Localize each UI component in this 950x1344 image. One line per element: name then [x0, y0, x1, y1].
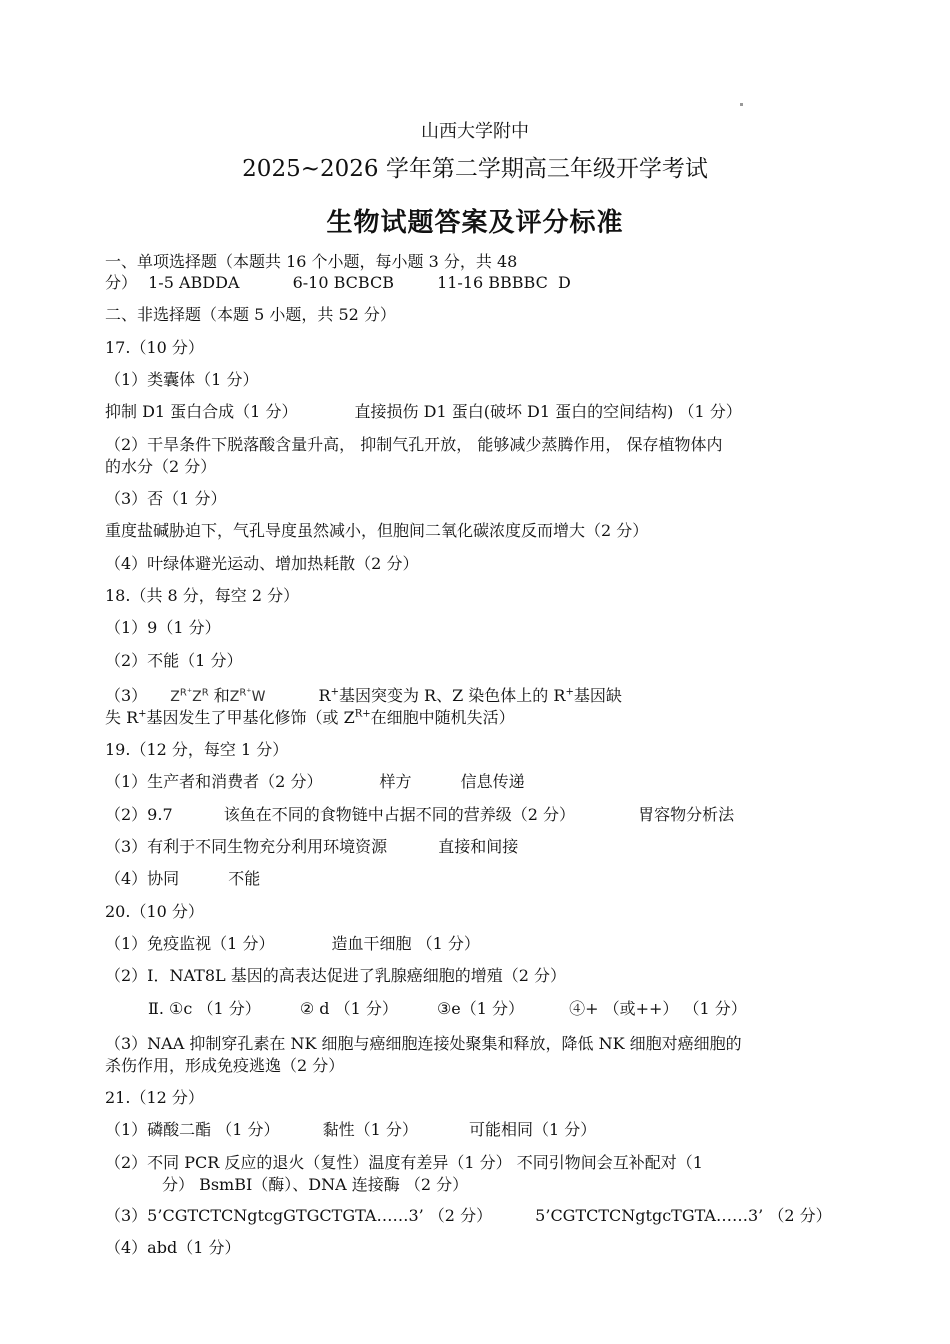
q21-part1-b: 黏性（1 分） — [322, 1120, 418, 1139]
q21-heading: 21.（12 分） — [105, 1088, 204, 1107]
answers-1-5: 1-5 ABDDA — [148, 273, 240, 292]
q19-part3 — [105, 837, 518, 857]
q18-heading: 18.（共 8 分，每空 2 分） — [105, 586, 300, 605]
q17-part1b-a: 抑制 D1 蛋白合成（1 分） — [105, 402, 298, 421]
genotype-2 — [230, 689, 266, 705]
q18-part3-line2-b: 基因发生了甲基化修饰（或 Z — [146, 708, 355, 727]
q18-part1: （1）9（1 分） — [105, 618, 221, 637]
q18-part3-line1 — [105, 686, 622, 707]
q19-part2 — [105, 805, 734, 825]
scan-speck — [740, 103, 743, 106]
q20-part1-a: （1）免疫监视（1 分） — [105, 934, 275, 953]
q17-part1: （1）类囊体（1 分） — [105, 370, 259, 389]
q18-r-sup: + — [330, 686, 339, 698]
q21-part1 — [105, 1120, 596, 1140]
q21-part3-a: （3）5’CGTCTCNgtcgGTGCTGTA……3’ （2 分） — [105, 1206, 493, 1225]
q17-part1b — [105, 402, 742, 422]
q21-part1-a: （1）磷酸二酯 （1 分） — [105, 1120, 280, 1139]
q17-part1b-b: 直接损伤 D1 蛋白(破坏 D1 蛋白的空间结构) （1 分） — [354, 402, 742, 421]
q21-part4: （4）abd（1 分） — [105, 1238, 241, 1257]
q17-part3: （3）否（1 分） — [105, 489, 227, 508]
sec1-prefix: 分） — [105, 273, 138, 292]
q18-line2-zsup: R+ — [354, 708, 371, 720]
answers-6-10: 6-10 BCBCB — [292, 273, 394, 292]
q21-part3-b: 5’CGTCTCNgtgcTGTA……3’ （2 分） — [535, 1206, 832, 1225]
genotype-2-z: Z — [229, 689, 240, 705]
q20-ii-a: Ⅱ. ①c （1 分） — [148, 999, 261, 1018]
q19-part1-b: 样方 — [379, 772, 412, 791]
genotype-2-w: W — [251, 689, 266, 705]
q19-part1 — [105, 772, 525, 792]
q20-heading: 20.（10 分） — [105, 902, 204, 921]
sec2-heading: 二、非选择题（本题 5 小题，共 52 分） — [105, 305, 396, 324]
q18-part2: （2）不能（1 分） — [105, 651, 243, 670]
q17-part2-line1: （2）干旱条件下脱落酸含量升高， 抑制气孔开放， 能够减少蒸腾作用， 保存植物体内 — [105, 435, 723, 454]
sec1-answers — [105, 273, 571, 293]
genotype-1-z2-sup: R — [201, 687, 209, 699]
q17-part3b: 重度盐碱胁迫下，气孔导度虽然减小，但胞间二氧化碳浓度反而增大（2 分） — [105, 521, 649, 540]
q20-part2-ii — [148, 999, 747, 1019]
genotype-1-z1: Z — [170, 689, 180, 705]
q19-part3-b: 直接和间接 — [438, 837, 519, 856]
document-title: 生物试题答案及评分标准 — [326, 208, 624, 238]
q21-part3 — [105, 1206, 832, 1226]
q20-part3-line1: （3）NAA 抑制穿孔素在 NK 细胞与癌细胞连接处聚集和释放，降低 NK 细胞对癌细胞的 — [105, 1034, 742, 1053]
genotype-1 — [170, 689, 208, 705]
q19-part2-a: （2）9.7 — [105, 805, 173, 824]
q18-part3-line2-a: 失 R — [105, 708, 139, 727]
sec1-heading: 一、单项选择题（本题共 16 个小题，每小题 3 分，共 48 — [105, 252, 518, 271]
q20-ii-d: ④+ （或++） （1 分） — [569, 999, 747, 1018]
school-name: 山西大学附中 — [421, 121, 529, 142]
q20-part2: （2）Ⅰ．NAT8L 基因的高表达促进了乳腺癌细胞的增殖（2 分） — [105, 966, 567, 985]
q21-part2-line2: 分） BsmBⅠ（酶）、DNA 连接酶 （2 分） — [162, 1175, 469, 1194]
q18-part3-line2 — [105, 708, 515, 728]
q19-part4-a: （4）协同 — [105, 869, 180, 888]
q18-part3-text1: 基因突变为 R、Z 染色体上的 R — [338, 686, 566, 705]
q20-part3-line2: 杀伤作用，形成免疫逃逸（2 分） — [105, 1056, 345, 1075]
q20-ii-c: ③e（1 分） — [436, 999, 525, 1018]
q18-part3-and: 和 — [213, 686, 230, 705]
q18-part3-line2-c: 在细胞中随机失活） — [370, 708, 515, 727]
q19-part1-a: （1）生产者和消费者（2 分） — [105, 772, 323, 791]
q19-part2-c: 胃容物分析法 — [638, 805, 735, 824]
genotype-1-z2: Z — [192, 689, 202, 705]
q17-part4: （4）叶绿体避光运动、增加热耗散（2 分） — [105, 554, 419, 573]
q17-heading: 17.（10 分） — [105, 338, 204, 357]
q21-part1-c: 可能相同（1 分） — [469, 1120, 597, 1139]
q21-part2-line1: （2）不同 PCR 反应的退火（复性）温度有差异（1 分） 不同引物间会互补配对（1 — [105, 1153, 703, 1172]
q20-ii-b: ② d （1 分） — [299, 999, 398, 1018]
q18-r-sup-2: + — [565, 686, 574, 698]
answers-11-16: 11-16 BBBBC D — [437, 273, 571, 292]
q19-part4 — [105, 869, 260, 889]
exam-title: 2025~2026 学年第二学期高三年级开学考试 — [242, 156, 708, 182]
q18-r-letter: R — [318, 686, 331, 705]
q18-part3-num: （3） — [105, 686, 148, 705]
q17-part2-line2: 的水分（2 分） — [105, 457, 217, 476]
q19-part2-b: 该鱼在不同的食物链中占据不同的营养级（2 分） — [223, 805, 576, 824]
q19-part1-c: 信息传递 — [460, 772, 525, 791]
q20-part1-b: 造血干细胞 （1 分） — [331, 934, 480, 953]
q20-part1 — [105, 934, 480, 954]
genotype-2-z-sup: R⁺ — [239, 687, 252, 699]
q19-heading: 19.（12 分，每空 1 分） — [105, 740, 289, 759]
q18-part3-explain — [319, 686, 622, 705]
q18-part3-text2: 基因缺 — [573, 686, 622, 705]
q19-part4-b: 不能 — [228, 869, 261, 888]
q18-line2-sup: + — [138, 708, 147, 720]
q19-part3-a: （3）有利于不同生物充分利用环境资源 — [105, 837, 388, 856]
genotype-1-z1-sup: R⁺ — [179, 687, 193, 699]
